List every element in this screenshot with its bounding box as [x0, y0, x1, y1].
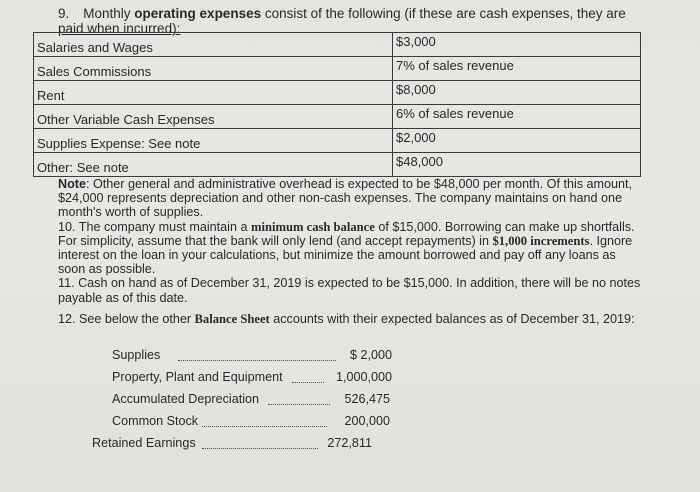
- expense-value: 7% of sales revenue: [393, 57, 641, 81]
- item-9-heading: 9. Monthly operating expenses consist of the following (if these are cash expenses, they are paid when incurred):: [58, 6, 678, 36]
- balance-value: $ 2,000: [349, 348, 392, 362]
- balance-value: 272,811: [327, 436, 372, 450]
- balance-value: 200,000: [344, 414, 390, 428]
- expense-label: Other Variable Cash Expenses: [34, 105, 393, 129]
- bold-term: operating expenses: [134, 6, 262, 21]
- table-row: [34, 105, 641, 129]
- table-row: [34, 33, 641, 57]
- balance-label: Common Stock: [112, 414, 199, 428]
- notes-section: [58, 177, 643, 326]
- table-row: [34, 81, 641, 105]
- item-12-paragraph: 12. See below the other Balance Sheet accounts with their expected balances as of December 31, 2019:: [58, 311, 635, 326]
- expense-value: $3,000: [393, 33, 641, 57]
- note-paragraph: Note: Other general and administrative overhead is expected to be $48,000 per month. Of this amount, $24,000 represents depreciation and other non-cash expenses. The company maintains on hand one month's worth of supplies.: [58, 177, 633, 220]
- table-row: [34, 129, 641, 153]
- balance-label: Retained Earnings: [92, 436, 196, 450]
- dot-leader: [202, 426, 327, 427]
- expense-value: $48,000: [393, 153, 641, 177]
- item-11-paragraph: 11. Cash on hand as of December 31, 2019 is expected to be $15,000. In addition, there will be no notes payable as of this date.: [58, 276, 641, 305]
- balance-label: Supplies: [112, 348, 161, 362]
- table-row: [34, 57, 641, 81]
- balance-value: 526,475: [344, 392, 390, 406]
- balance-value: 1,000,000: [335, 370, 392, 384]
- item-10-paragraph: 10. The company must maintain a minimum cash balance of $15,000. Borrowing can make up shortfalls. For simplicity, assume that the bank will only lend (and accept repayments) in $1,000 increments. Ignore interest on the loan in your calculations, but minimize the amount borrowed and pay off any loans as soon as possible.: [58, 219, 635, 277]
- expense-value: 6% of sales revenue: [393, 105, 641, 129]
- expense-label: Supplies Expense: See note: [34, 129, 393, 153]
- balance-label: Property, Plant and Equipment: [112, 370, 283, 384]
- expense-value: $2,000: [393, 129, 641, 153]
- expense-label: Other: See note: [34, 153, 393, 177]
- table-row: [34, 153, 641, 177]
- operating-expenses-table: [33, 32, 641, 177]
- expense-label: Sales Commissions: [34, 57, 393, 81]
- item-number: 9.: [58, 6, 70, 21]
- dot-leader: [292, 382, 324, 383]
- dot-leader: [202, 448, 318, 449]
- dot-leader: [178, 360, 336, 361]
- heading-line-2: paid when incurred):: [58, 21, 181, 36]
- dot-leader: [268, 404, 330, 405]
- balance-label: Accumulated Depreciation: [112, 392, 260, 406]
- expense-label: Rent: [34, 81, 393, 105]
- expense-label: Salaries and Wages: [34, 33, 393, 57]
- expense-value: $8,000: [393, 81, 641, 105]
